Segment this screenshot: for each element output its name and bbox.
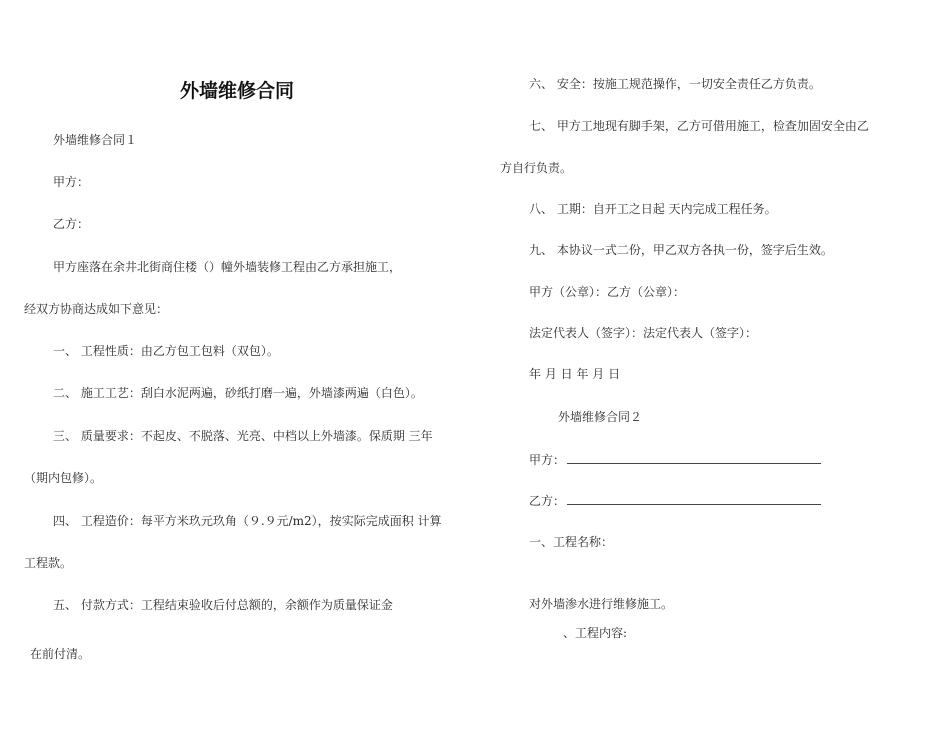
contract-2-party-a [529,451,821,468]
intro-line-2: 经双方协商达成如下意见： [24,302,169,316]
project-description: 对外墙渗水进行维修施工。 [529,597,674,611]
contract-2-subtitle: 外墙维修合同２ [558,410,643,424]
contract-2-party-b [529,492,821,509]
seal-line: 甲方（公章）：乙方（公章）： [529,285,686,299]
clause-4-line-2: 工程款。 [24,556,73,570]
clause-9: 九、 本协议一式二份，甲乙双方各执一份，签字后生效。 [529,243,833,257]
clause-3-line-2: （期内包修）。 [24,471,103,485]
clause-1: 一、 工程性质：由乙方包工包料（双包）。 [53,344,279,358]
clause-3-line-1: 三、 质量要求：不起皮、不脱落、光亮、中档以上外墙漆。保质期 三年 [53,429,433,443]
clause-5-line-1: 五、 付款方式：工程结束验收后付总额的，余额作为质量保证金 [53,598,393,612]
project-content-label: 、工程内容: [563,626,628,640]
party-a-label: 甲方： [53,175,90,189]
clause-7-line-1: 七、 甲方工地现有脚手架，乙方可借用施工，检查加固安全由乙 [529,119,869,133]
clause-5-line-2: 在前付清。 [30,647,91,661]
intro-line-1: 甲方座落在余井北街商住楼（）幢外墙装修工程由乙方承担施工， [53,260,402,274]
party-b-blank-line [567,492,821,505]
contract-title: 外墙维修合同 [180,80,295,102]
clause-4-line-1: 四、 工程造价：每平方米玖元玖角（９.９元/m2），按实际完成面积 计算 [53,514,442,528]
representative-line: 法定代表人（签字）：法定代表人（签字）： [529,326,758,340]
party-a-blank-line [567,451,821,464]
clause-6: 六、 安全：按施工规范操作，一切安全责任乙方负责。 [529,77,821,91]
party-a-label: 甲方： [529,453,566,467]
clause-7-line-2: 方自行负责。 [500,161,573,175]
clause-2: 二、 施工工艺：刮白水泥两遍，砂纸打磨一遍，外墙漆两遍（白色）。 [53,386,423,400]
clause-8: 八、 工期：自开工之日起 天内完成工程任务。 [529,202,777,216]
contract-subtitle: 外墙维修合同１ [53,133,138,147]
party-b-label: 乙方： [529,494,566,508]
project-name-label: 一、工程名称： [529,535,614,549]
date-line: 年 月 日 年 月 日 [529,367,621,381]
party-b-label: 乙方： [53,217,90,231]
